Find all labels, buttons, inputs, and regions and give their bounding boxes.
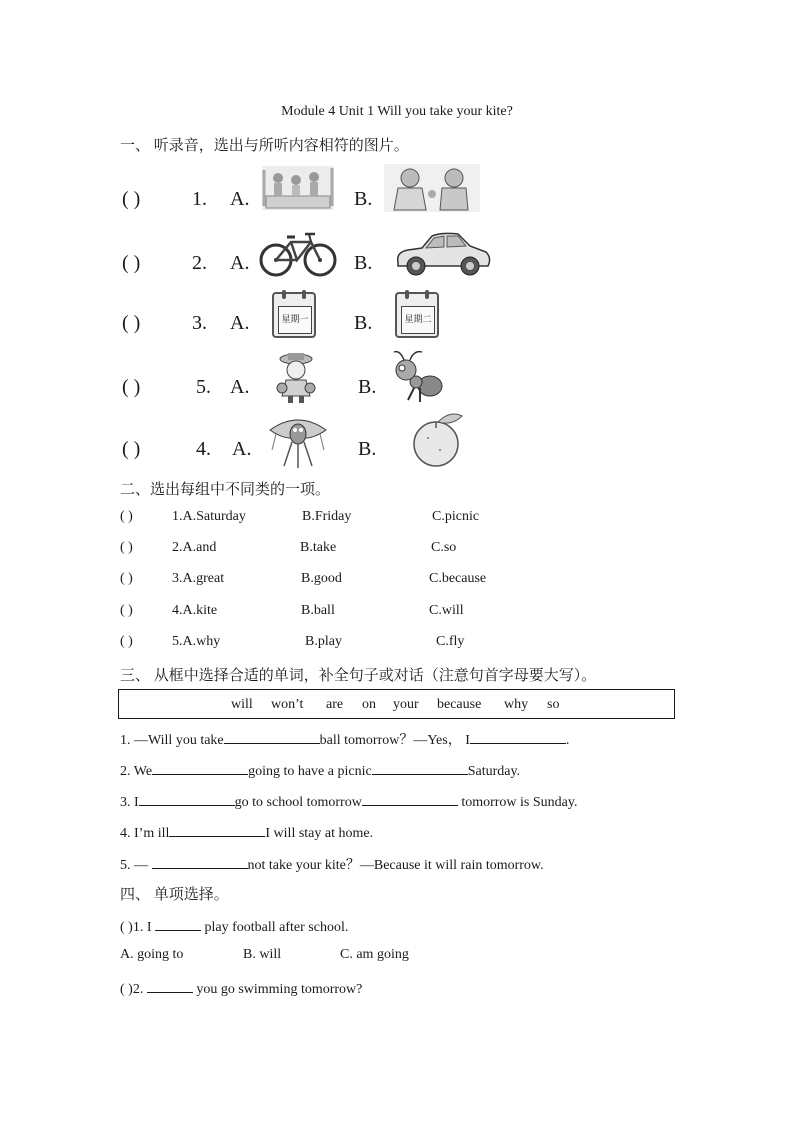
two-girls-talking-image — [384, 164, 480, 212]
option-b: B.take — [300, 540, 337, 555]
option-b: B.good — [301, 571, 342, 586]
choice-question-2 — [120, 978, 362, 998]
odd-one-out-row-5 — [120, 634, 680, 654]
odd-one-out-row-1 — [120, 509, 680, 529]
section-3-heading: 三、 从框中选择合适的单词，补全句子或对话（注意句首字母要大写）。 — [120, 668, 597, 684]
word-bank-item: because — [437, 697, 482, 712]
sentence-text: go to school tomorrow — [234, 795, 362, 810]
option-b-label: B. — [358, 376, 377, 398]
sentence-text: Saturday. — [467, 764, 521, 779]
blank-field[interactable] — [147, 978, 193, 993]
question-text: play football after school. — [201, 920, 349, 935]
sentence-text: . — [565, 733, 570, 748]
option-a-label: A. — [230, 376, 250, 398]
calendar-tuesday-icon — [395, 292, 439, 338]
page-title: Module 4 Unit 1 Will you take your kite? — [281, 104, 513, 119]
blank-field[interactable] — [152, 760, 248, 775]
option-a-label: A. — [232, 438, 252, 460]
section-2-heading: 二、选出每组中不同类的一项。 — [120, 482, 331, 498]
blank-field[interactable] — [155, 916, 201, 931]
row-number: 2. — [192, 252, 207, 274]
word-bank-item: on — [362, 697, 376, 712]
row-number: 4. — [196, 438, 211, 460]
option-b-label: B. — [358, 438, 377, 460]
option-a: 2.A.and — [172, 540, 217, 555]
fill-sentence-3 — [120, 791, 577, 811]
odd-one-out-row-3 — [120, 571, 680, 591]
option-b-label: B. — [354, 312, 373, 334]
fill-sentence-5 — [120, 854, 544, 874]
option-b: B.play — [305, 634, 342, 649]
answer-paren[interactable]: ( ) — [122, 376, 141, 398]
answer-paren[interactable]: ( ) — [120, 982, 133, 997]
option-a-label: A. — [230, 252, 250, 274]
blank-field[interactable] — [224, 729, 320, 744]
blank-field[interactable] — [362, 791, 458, 806]
ant-image — [390, 348, 446, 404]
listen-row-4 — [122, 438, 682, 468]
choice-question-1 — [120, 916, 348, 936]
option-a: 5.A.why — [172, 634, 221, 649]
word-bank-box — [118, 689, 675, 719]
answer-paren[interactable]: ( ) — [122, 312, 141, 334]
option-a: 3.A.great — [172, 571, 225, 586]
calendar-label: 星期一 — [278, 306, 312, 334]
option-c: C.so — [431, 540, 457, 555]
kite-image — [262, 410, 334, 468]
row-number: 3. — [192, 312, 207, 334]
word-bank-item: won’t — [271, 697, 304, 712]
section-4-heading: 四、 单项选择。 — [120, 887, 229, 903]
option-a-label: A. — [230, 188, 250, 210]
odd-one-out-row-2 — [120, 540, 680, 560]
option-c: C.will — [429, 603, 464, 618]
answer-paren[interactable]: ( ) — [120, 634, 133, 649]
fill-sentence-2 — [120, 760, 520, 780]
option-a: A. going to — [120, 947, 184, 962]
answer-paren[interactable]: ( ) — [122, 252, 141, 274]
option-c: C.picnic — [432, 509, 480, 524]
answer-paren[interactable]: ( ) — [120, 920, 133, 935]
orange-fruit-image — [410, 410, 466, 468]
option-b-label: B. — [354, 188, 373, 210]
option-a: 1.A.Saturday — [172, 509, 246, 524]
choice-options-1 — [120, 947, 680, 967]
option-b-label: B. — [354, 252, 373, 274]
sentence-text: not take your kite？—Because it will rain tomorrow. — [247, 858, 544, 873]
question-text: 1. I — [132, 920, 155, 935]
row-number: 1. — [192, 188, 207, 210]
word-bank-item: your — [393, 697, 419, 712]
word-bank-item: so — [547, 697, 560, 712]
option-c: C. am going — [340, 947, 409, 962]
car-image — [392, 228, 494, 280]
calendar-label: 星期二 — [401, 306, 435, 334]
answer-paren[interactable]: ( ) — [120, 603, 133, 618]
row-number: 5. — [196, 376, 211, 398]
blank-field[interactable] — [169, 822, 265, 837]
option-b: B.Friday — [302, 509, 352, 524]
sentence-text: tomorrow is Sunday. — [457, 795, 578, 810]
word-bank-item: why — [504, 697, 529, 712]
option-a: 4.A.kite — [172, 603, 218, 618]
option-c: C.fly — [436, 634, 465, 649]
sentence-text: 2. We — [120, 764, 153, 779]
sentence-text: 5. — — [120, 858, 152, 873]
option-b: B.ball — [301, 603, 335, 618]
blank-field[interactable] — [470, 729, 566, 744]
answer-paren[interactable]: ( ) — [120, 540, 133, 555]
sentence-text: ball tomorrow？—Yes， I — [319, 733, 470, 748]
bicycle-image — [259, 228, 337, 278]
fill-sentence-4 — [120, 822, 373, 842]
option-c: C.because — [429, 571, 487, 586]
answer-paren[interactable]: ( ) — [120, 509, 133, 524]
section-1-heading: 一、 听录音，选出与所听内容相符的图片。 — [120, 138, 409, 154]
sentence-text: 4. I’m ill — [120, 826, 170, 841]
question-text: you go swimming tomorrow? — [192, 982, 363, 997]
sentence-text: 3. I — [120, 795, 139, 810]
blank-field[interactable] — [139, 791, 235, 806]
picnic-family-image — [262, 166, 334, 210]
word-bank-item: will — [231, 697, 253, 712]
word-bank-item: are — [326, 697, 344, 712]
girl-doll-image — [274, 350, 318, 404]
odd-one-out-row-4 — [120, 603, 680, 623]
option-b: B. will — [243, 947, 282, 962]
answer-paren[interactable]: ( ) — [120, 571, 133, 586]
sentence-text: 1. —Will you take — [120, 733, 224, 748]
blank-field[interactable] — [152, 854, 248, 869]
blank-field[interactable] — [372, 760, 468, 775]
calendar-monday-icon — [272, 292, 316, 338]
answer-paren[interactable]: ( ) — [122, 438, 141, 460]
option-a-label: A. — [230, 312, 250, 334]
sentence-text: I will stay at home. — [265, 826, 374, 841]
fill-sentence-1 — [120, 729, 569, 749]
answer-paren[interactable]: ( ) — [122, 188, 141, 210]
sentence-text: going to have a picnic — [248, 764, 372, 779]
question-text: 2. — [132, 982, 147, 997]
